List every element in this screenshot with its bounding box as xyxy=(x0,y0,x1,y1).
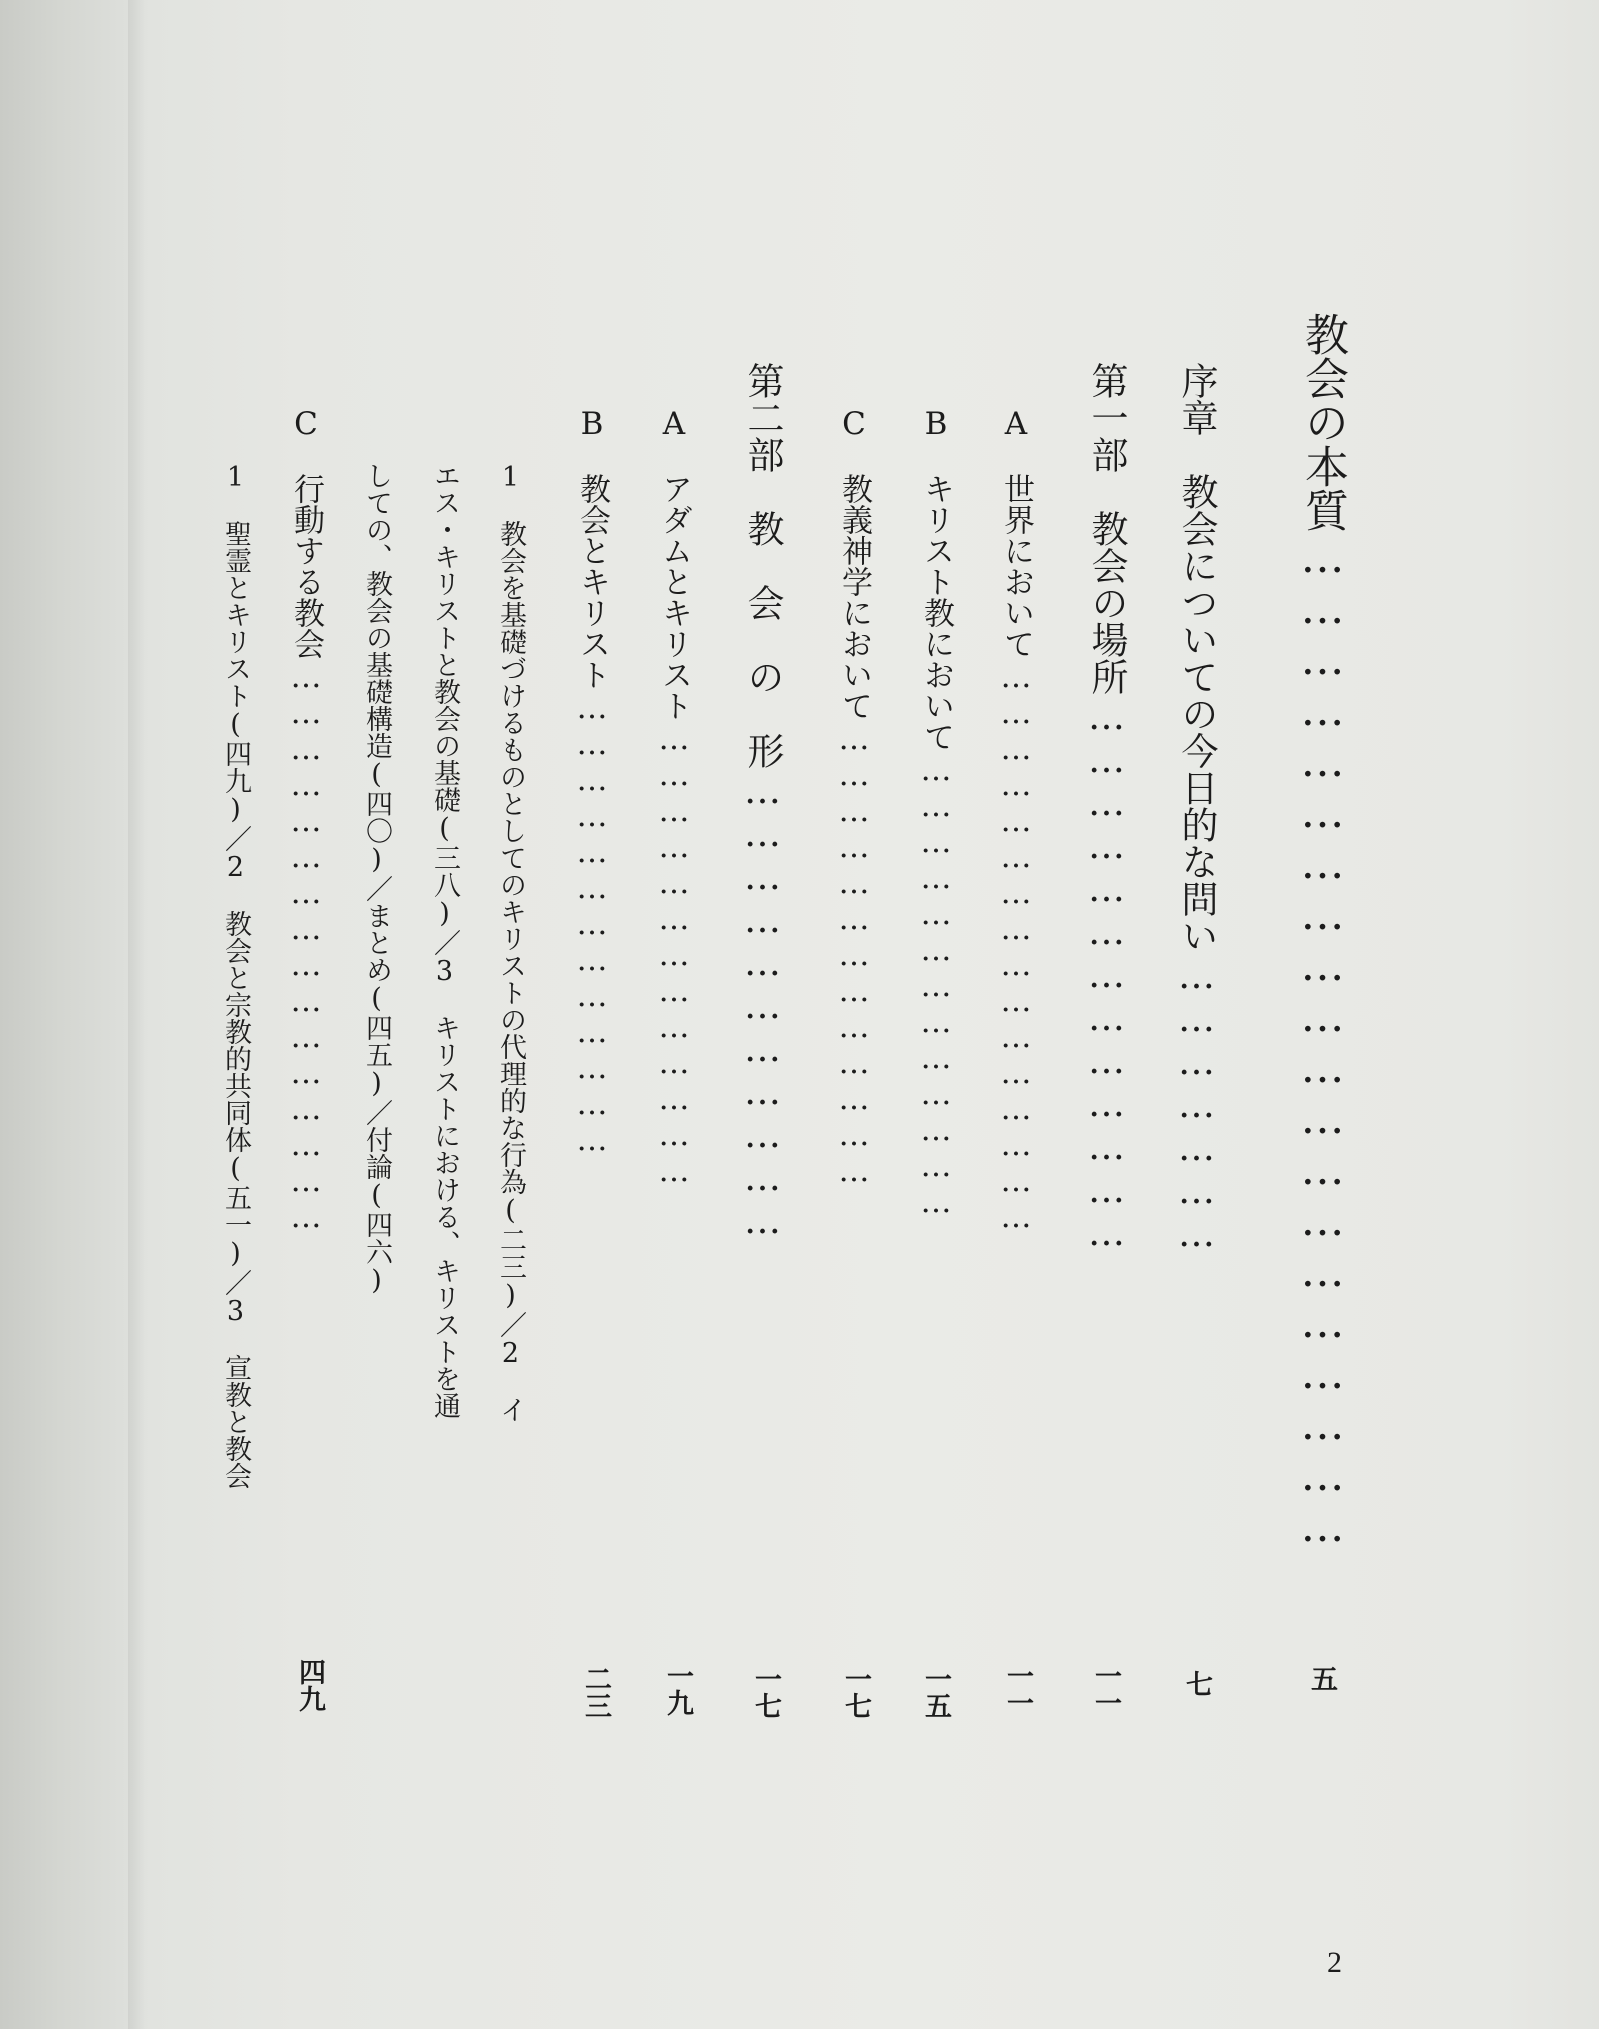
toc-p1-b-text: B キリスト教において xyxy=(918,406,954,752)
toc-p1-a-page: 一一 xyxy=(1002,1662,1033,1716)
toc-p2-a xyxy=(656,406,692,1189)
toc-part1-page: 一一 xyxy=(1090,1662,1121,1716)
toc-title xyxy=(1297,312,1348,1552)
page-number: 2 xyxy=(1327,1946,1342,1979)
toc-part2-text: 第二部 教 会 の 形 xyxy=(741,362,784,769)
toc-p2-c-sub1: 1 聖霊とキリスト(四九)／2 教会と宗教的共同体(五一)／3 宣教と教会 xyxy=(220,462,251,1489)
toc-p2-c-text: C 行動する教会 xyxy=(288,406,324,659)
toc-p1-b-leader: ………………………………… xyxy=(918,752,954,1220)
toc-p2-a-leader: ………………………………… xyxy=(656,721,692,1189)
toc-p1-a-text: A 世界において xyxy=(998,406,1034,659)
toc-p2-b-sub2: エス・キリストと教会の基礎(三八)／3 キリストにおける、キリストを通 xyxy=(429,462,460,1419)
toc-part2-leader: …………………………… xyxy=(741,769,784,1242)
toc-p1-b xyxy=(918,406,954,1220)
toc-p2-b-sub3: しての、教会の基礎構造(四〇)／まとめ(四五)／付論(四六) xyxy=(361,462,392,1296)
toc-part1 xyxy=(1085,362,1128,1254)
toc-preface-page: 七 xyxy=(1181,1670,1212,1697)
toc-p1-c-leader: ………………………………… xyxy=(836,721,872,1189)
toc-p2-a-page: 一九 xyxy=(662,1662,693,1716)
toc-preface-text: 序章 教会についての今日的な問い xyxy=(1175,362,1218,954)
gutter-shadow xyxy=(128,0,146,2029)
toc-part2-page: 一七 xyxy=(750,1665,781,1719)
toc-p2-c xyxy=(288,406,324,1235)
toc-preface-leader: ………………… xyxy=(1175,954,1218,1255)
toc-title-leader: …………………………………………………… xyxy=(1297,532,1348,1552)
toc-part1-leader: ………………………………… xyxy=(1085,695,1128,1254)
toc-part1-text: 第一部 教会の場所 xyxy=(1085,362,1128,695)
toc-p1-c-text: C 教義神学において xyxy=(836,406,872,721)
toc-p2-b-text: B 教会とキリスト xyxy=(574,406,610,690)
toc-p2-c-page: 四九 xyxy=(294,1658,325,1712)
toc-part2 xyxy=(741,362,784,1242)
toc-p1-b-page: 一五 xyxy=(920,1665,951,1719)
toc-p1-c xyxy=(836,406,872,1189)
toc-p2-c-leader: ………………………………………… xyxy=(288,659,324,1235)
toc-p2-a-text: A アダムとキリスト xyxy=(656,406,692,721)
toc-p2-b xyxy=(574,406,610,1158)
toc-p1-a-leader: ………………………………………… xyxy=(998,659,1034,1235)
toc-p2-b-sub1: 1 教会を基礎づけるものとしてのキリストの代理的な行為(二三)／2 イ xyxy=(495,462,526,1423)
toc-title-text: 教会の本質 xyxy=(1297,312,1348,532)
toc-p1-c-page: 一七 xyxy=(840,1665,871,1719)
toc-p2-b-page: 二三 xyxy=(580,1665,611,1719)
toc-p1-a xyxy=(998,406,1034,1235)
toc-p2-b-leader: ………………………………… xyxy=(574,690,610,1158)
toc-preface xyxy=(1175,362,1218,1255)
toc-title-page: 五 xyxy=(1306,1665,1337,1692)
